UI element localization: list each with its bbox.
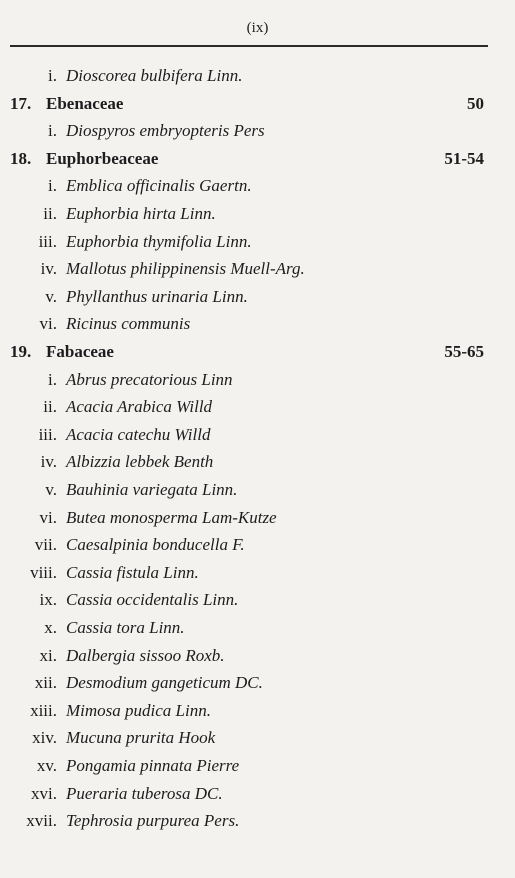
family-name: Ebenaceae: [46, 93, 124, 113]
item-numeral: ix.: [39, 590, 57, 610]
species-name: Acacia catechu Willd: [66, 424, 211, 444]
item-numeral: xvi.: [31, 783, 57, 803]
list-item: [0, 367, 500, 393]
species-name: Mallotus philippinensis Muell-Arg.: [66, 259, 305, 279]
family-heading: [0, 146, 500, 172]
list-item: [0, 615, 500, 641]
family-pages: 51-54: [444, 148, 484, 168]
species-name: Cassia tora Linn.: [66, 618, 185, 637]
item-numeral: vi.: [39, 507, 57, 527]
family-number: 18.: [10, 148, 32, 168]
list-item: [0, 63, 500, 89]
family-name: Fabaceae: [46, 342, 114, 361]
item-numeral: vii.: [34, 535, 57, 555]
item-numeral: xi.: [39, 645, 57, 665]
item-numeral: xiv.: [32, 728, 57, 748]
item-numeral: v.: [45, 286, 57, 306]
item-numeral: vi.: [39, 314, 57, 334]
species-name: Mimosa pudica Linn.: [66, 700, 211, 720]
family-heading: [0, 339, 500, 365]
header-rule: [10, 45, 488, 47]
item-numeral: ii.: [43, 397, 57, 417]
species-name: Phyllanthus urinaria Linn.: [66, 286, 248, 306]
item-numeral: iv.: [40, 259, 57, 279]
species-name: Euphorbia hirta Linn.: [66, 204, 216, 223]
item-numeral: i.: [48, 369, 57, 389]
list-item: [0, 229, 500, 255]
list-item: [0, 449, 500, 475]
family-heading: [0, 91, 500, 117]
family-name: Euphorbeaceae: [46, 148, 159, 168]
item-numeral: i.: [48, 176, 57, 196]
item-numeral: iii.: [38, 424, 57, 444]
item-numeral: i.: [48, 66, 57, 85]
item-numeral: xvii.: [26, 811, 57, 831]
list-item: [0, 725, 500, 751]
list-item: [0, 201, 500, 227]
species-name: Cassia fistula Linn.: [66, 562, 199, 582]
item-numeral: viii.: [30, 562, 57, 582]
list-item: [0, 173, 500, 199]
item-numeral: iv.: [40, 452, 57, 472]
item-numeral: xv.: [36, 756, 57, 775]
list-item: [0, 532, 500, 558]
family-pages: 50: [467, 93, 484, 113]
species-name: Pongamia pinnata Pierre: [66, 756, 240, 775]
list-item: [0, 118, 500, 144]
list-item: [0, 505, 500, 531]
species-name: Dalbergia sissoo Roxb.: [66, 645, 225, 665]
species-name: Albizzia lebbek Benth: [66, 452, 214, 472]
species-name: Dioscorea bulbifera Linn.: [66, 66, 243, 85]
species-name: Tephrosia purpurea Pers.: [66, 811, 240, 831]
species-name: Bauhinia variegata Linn.: [66, 480, 238, 499]
item-numeral: xiii.: [30, 700, 57, 720]
list-item: [0, 753, 500, 779]
item-numeral: v.: [45, 480, 57, 499]
species-name: Acacia Arabica Willd: [66, 397, 213, 417]
page-number: (ix): [246, 20, 269, 36]
list-item: [0, 781, 500, 807]
species-name: Diospyros embryopteris Pers: [66, 121, 265, 141]
species-name: Butea monosperma Lam-Kutze: [66, 507, 277, 527]
list-item: [0, 256, 500, 282]
species-name: Abrus precatorious Linn: [66, 369, 233, 389]
list-item: [0, 311, 500, 337]
species-name: Caesalpinia bonducella F.: [66, 535, 245, 555]
item-numeral: ii.: [43, 204, 57, 223]
item-numeral: x.: [44, 618, 57, 637]
list-item: [0, 422, 500, 448]
list-item: [0, 587, 500, 613]
species-name: Desmodium gangeticum DC.: [66, 673, 263, 693]
list-item: [0, 808, 500, 834]
species-name: Ricinus communis: [66, 314, 191, 334]
list-item: [0, 670, 500, 696]
list-item: [0, 394, 500, 420]
family-number: 19.: [10, 342, 32, 361]
list-item: [0, 643, 500, 669]
species-name: Cassia occidentalis Linn.: [66, 590, 239, 610]
item-numeral: i.: [48, 121, 57, 141]
species-name: Pueraria tuberosa DC.: [66, 783, 223, 803]
species-name: Euphorbia thymifolia Linn.: [66, 231, 252, 251]
species-name: Emblica officinalis Gaertn.: [66, 176, 252, 196]
item-numeral: iii.: [38, 231, 57, 251]
species-name: Mucuna prurita Hook: [66, 728, 216, 748]
list-item: [0, 560, 500, 586]
list-item: [0, 477, 500, 503]
item-numeral: xii.: [34, 673, 57, 693]
list-item: [0, 284, 500, 310]
family-number: 17.: [10, 93, 32, 113]
family-pages: 55-65: [444, 342, 484, 361]
list-item: [0, 698, 500, 724]
